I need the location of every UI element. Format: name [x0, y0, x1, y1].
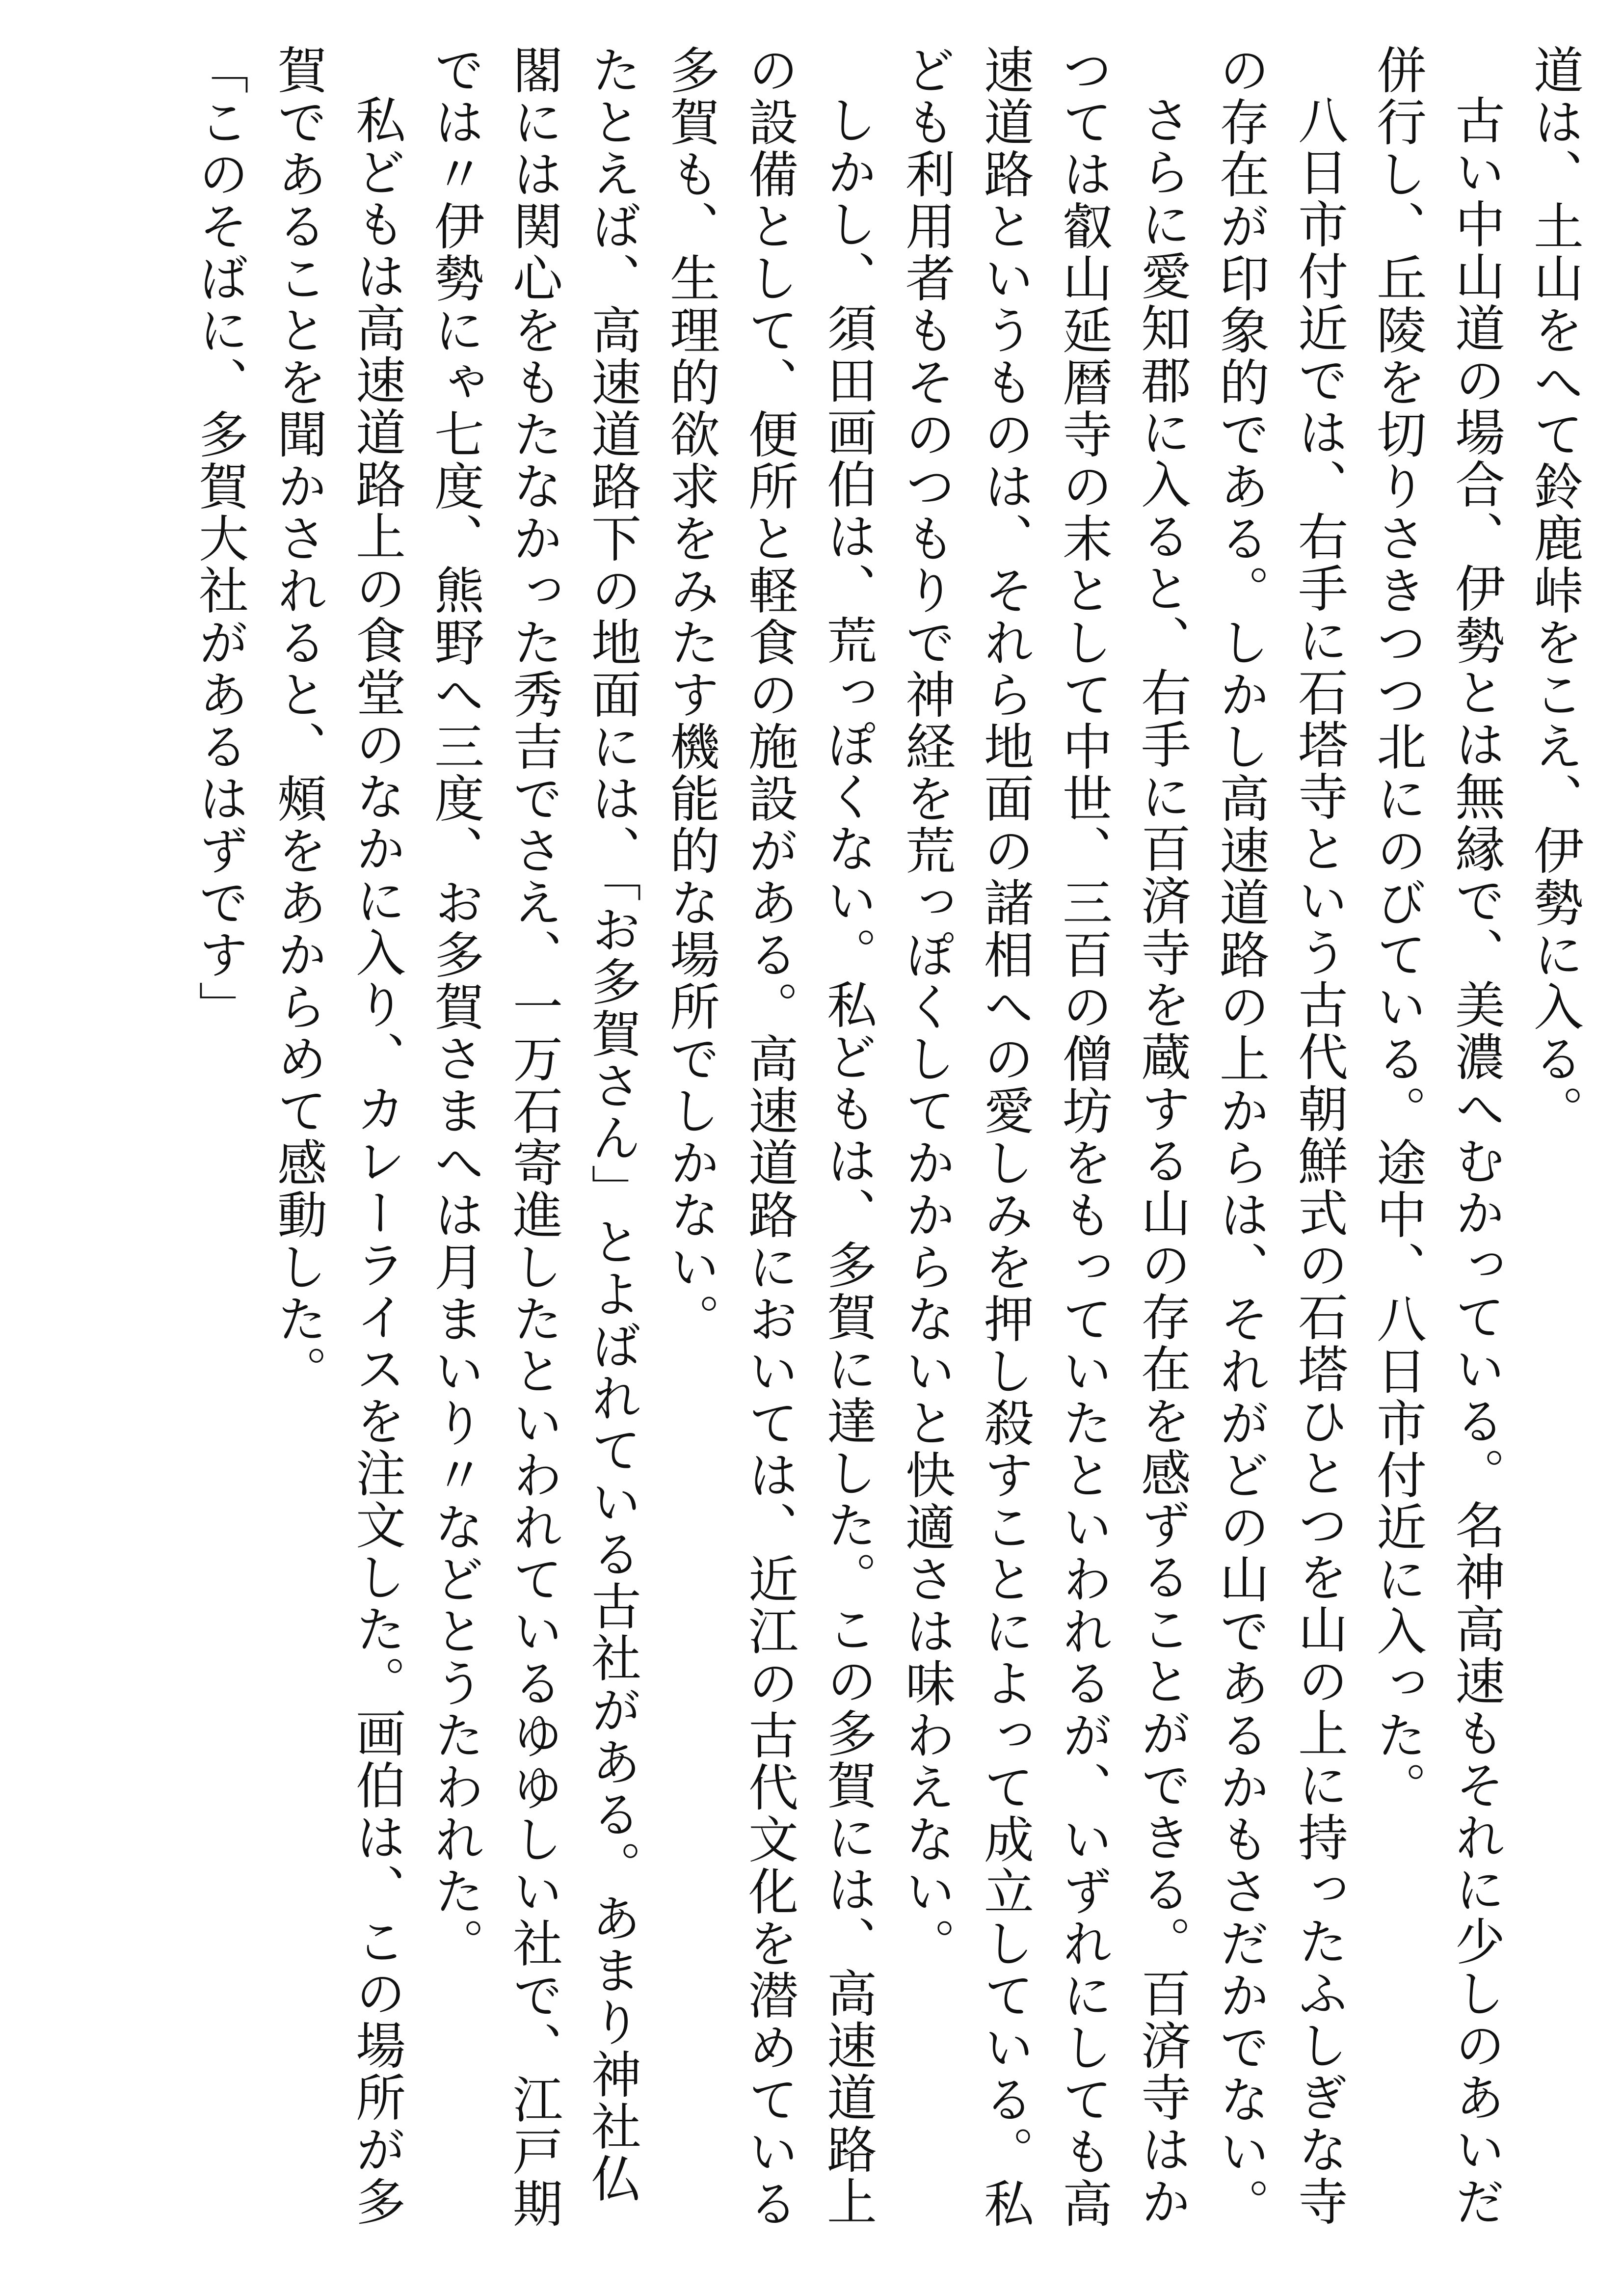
- paragraph-8-quote: 「このそばに、多賀大社があるはずです」: [190, 44, 249, 1033]
- paragraph-6: たとえば、高速道路下の地面には、「お多賀さん」とよばれている古社がある。あまり神社仏閣には関心をもたなかった秀吉でさえ、一万石寄進したといわれているゆゆしい社で、江戸期では〃伊勢にゃ七度、熊野へ三度、お多賀さまへは月まいり〃などとうたわれた。: [426, 44, 641, 2230]
- paragraph-2: 古い中山道の場合、伊勢とは無縁で、美濃へむかっている。名神高速もそれに少しのあいだ併行し、丘陵を切りさきつつ北にのびている。途中、八日市付近に入った。: [1368, 44, 1505, 2228]
- paragraph-3: 八日市付近では、右手に石塔寺という古代朝鮮式の石塔ひとつを山の上に持ったふしぎな寺の存在が印象的である。しかし高速道路の上からは、それがどの山であるかもさだかでない。: [1211, 44, 1348, 2230]
- paragraph-4: さらに愛知郡に入ると、右手に百済寺を蔵する山の存在を感ずることができる。百済寺はかつては叡山延暦寺の末として中世、三百の僧坊をもっていたといわれるが、いずれにしても高速道路というものは、それら地面の諸相への愛しみを押し殺すことによって成立している。私ども利用者もそのつもりで神経を荒っぽくしてかからないと快適さは味わえない。: [897, 44, 1191, 2230]
- paragraph-7: 私どもは高速道路上の食堂のなかに入り、カレーライスを注文した。画伯は、この場所が多賀であることを聞かされると、頰をあからめて感動した。: [269, 44, 406, 2228]
- paragraph-1: 道は、土山をへて鈴鹿峠をこえ、伊勢に入る。: [1525, 44, 1584, 1137]
- paragraph-5: しかし、須田画伯は、荒っぽくない。私どもは、多賀に達した。この多賀には、高速道路上の設備として、便所と軽食の施設がある。高速道路においては、近江の古代文化を潜めている多賀も、生理的欲求をみたす機能的な場所でしかない。: [662, 44, 877, 2230]
- vertical-text-body: [43, 44, 1594, 2253]
